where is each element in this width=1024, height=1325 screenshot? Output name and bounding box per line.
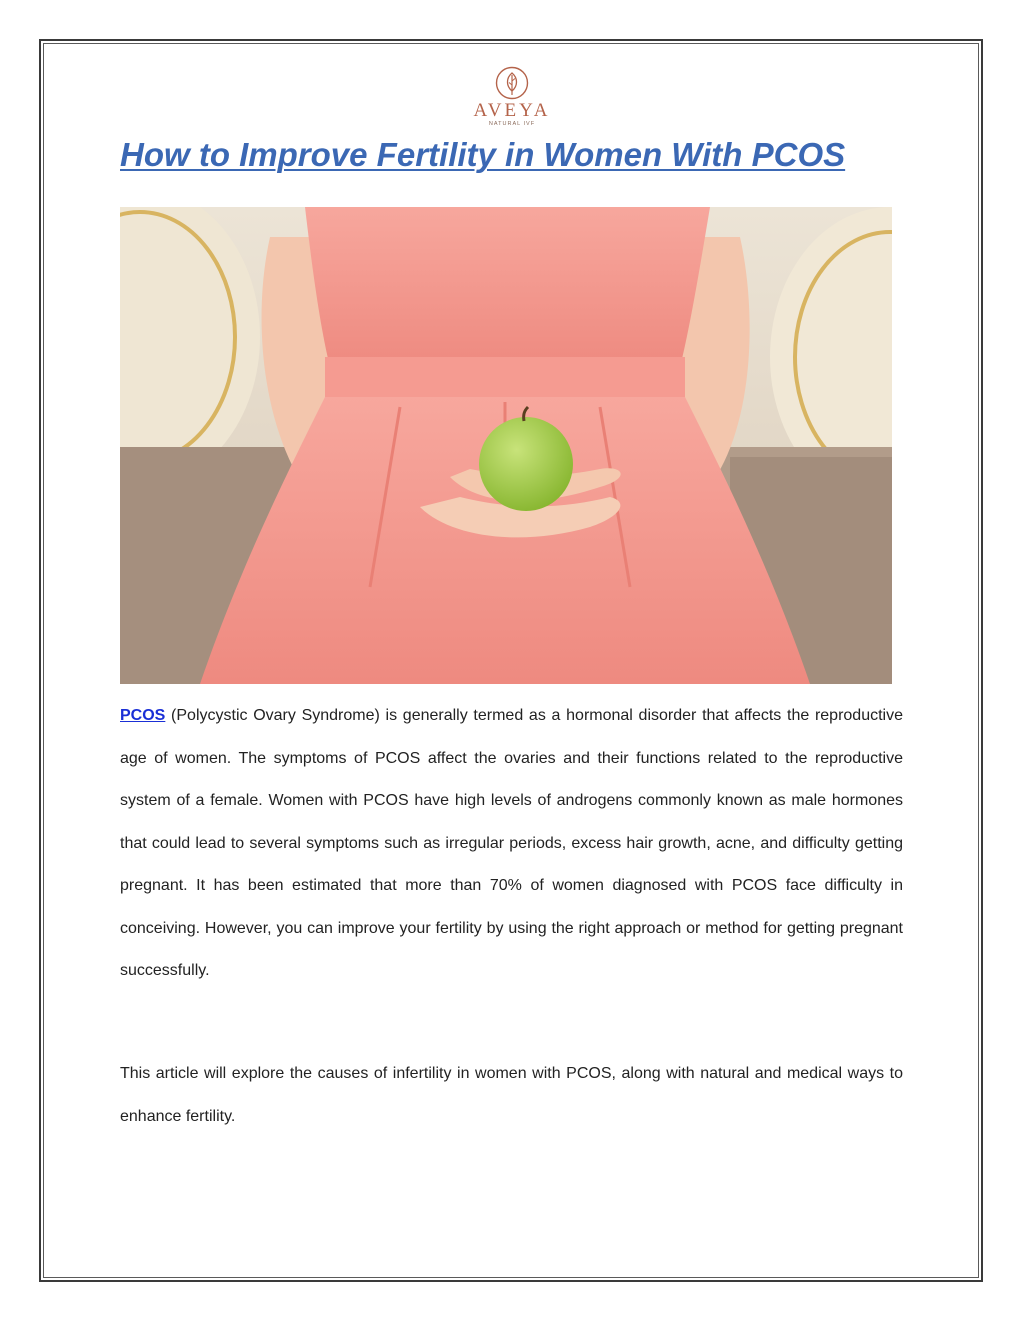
logo-tagline: NATURAL IVF — [488, 121, 536, 127]
hero-image — [120, 207, 892, 684]
leaf-emblem-icon — [495, 66, 529, 100]
summary-paragraph: This article will explore the causes of infertility in women with PCOS, along with natural and medical ways to enhance fertility. — [120, 1065, 903, 1125]
article-title[interactable]: How to Improve Fertility in Women With PCOS — [120, 136, 846, 173]
aveya-logo — [472, 66, 552, 136]
intro-paragraph — [120, 695, 903, 993]
logo-brand-name: AVEYA — [473, 100, 551, 121]
intro-paragraph-text: (Polycystic Ovary Syndrome) is generally termed as a hormonal disorder that affects the reproductive age of women. The symptoms of PCOS affect the ovaries and their functions related to the reproductive system of a female. Women with PCOS have high levels of androgens commonly known as male hormones that could lead to several symptoms such as irregular periods, excess hair growth, acne, and difficulty getting pregnant. It has been estimated that more than 70% of women diagnosed with PCOS face difficulty in conceiving. However, you can improve your fertility by using the right approach or method for getting pregnant successfully. — [120, 707, 903, 979]
pcos-link[interactable]: PCOS — [120, 707, 166, 724]
woman-holding-apple-image — [120, 207, 892, 684]
